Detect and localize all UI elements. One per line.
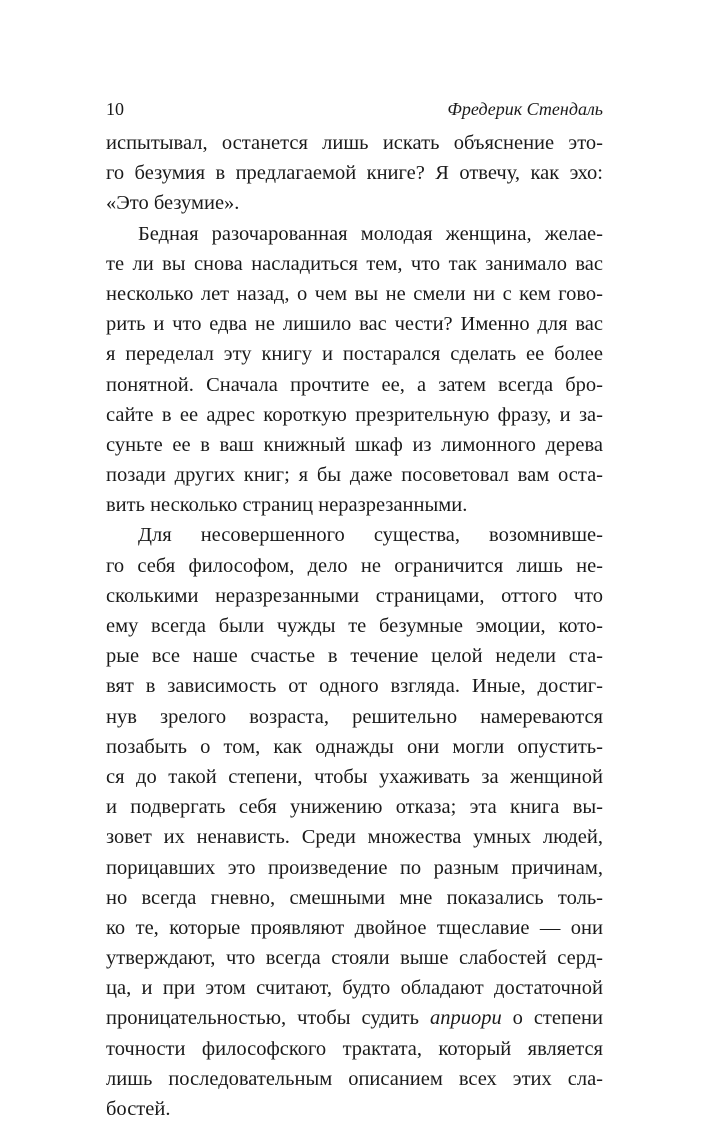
text-segment: точности философского трактата, который является	[106, 1037, 603, 1060]
text-line	[106, 551, 603, 581]
page-number: 10	[106, 99, 124, 119]
text-line	[106, 279, 603, 309]
text-segment: понятной. Сначала прочтите ее, а затем всегда бро-	[106, 373, 603, 396]
text-segment: Для несовершенного существа, возомнивше-	[138, 524, 603, 547]
text-line	[106, 188, 603, 218]
text-segment: рые все наше счастье в течение целой недели ста-	[106, 645, 603, 668]
text-line	[106, 762, 603, 792]
text-segment: бостей.	[106, 1098, 171, 1120]
text-line	[106, 158, 603, 188]
text-line	[106, 671, 603, 701]
text-segment: ся до такой степени, чтобы ухаживать за женщиной	[106, 765, 603, 788]
text-segment: я переделал эту книгу и постарался сделать ее более	[106, 343, 603, 366]
text-line	[106, 460, 603, 490]
text-segment: Бедная разочарованная молодая женщина, желае-	[138, 222, 603, 245]
text-segment: го себя философом, дело не ограничится лишь не-	[106, 554, 603, 577]
text-line	[106, 490, 603, 520]
text-segment: но всегда гневно, смешными мне показались толь-	[106, 886, 603, 909]
text-line	[106, 309, 603, 339]
body-text	[106, 128, 603, 1124]
text-segment: ко те, которые проявляют двойное тщеславие — они	[106, 916, 603, 939]
text-line	[106, 792, 603, 822]
text-segment: нув зрелого возраста, решительно намереваются	[106, 705, 603, 728]
text-line	[106, 249, 603, 279]
text-line	[106, 219, 603, 249]
text-segment: вить несколько страниц неразрезанными.	[106, 494, 468, 517]
text-line	[106, 732, 603, 762]
text-segment: утверждают, что всегда стояли выше слабостей серд-	[106, 947, 603, 970]
text-line	[106, 702, 603, 732]
text-line	[106, 883, 603, 913]
text-segment: те ли вы снова насладиться тем, что так занимало вас	[106, 252, 603, 275]
text-segment: о степени	[501, 1007, 603, 1030]
text-line	[106, 581, 603, 611]
text-line	[106, 1034, 603, 1064]
text-segment: ему всегда были чужды те безумные эмоции, кото-	[106, 615, 603, 637]
text-line	[106, 822, 603, 852]
text-line	[106, 1003, 603, 1033]
text-line	[106, 973, 603, 1003]
text-segment: го безумия в предлагаемой книге? Я отвечу, как эхо:	[106, 162, 603, 185]
text-segment: позади других книг; я бы даже посоветовал вам оста-	[106, 464, 603, 487]
text-line	[106, 400, 603, 430]
text-segment: испытывал, останется лишь искать объяснение это-	[106, 132, 603, 154]
text-line	[106, 430, 603, 460]
text-segment: порицавших это произведение по разным причинам,	[106, 856, 603, 879]
text-line	[106, 913, 603, 943]
text-segment: позабыть о том, как однажды они могли опустить-	[106, 735, 603, 758]
text-line	[106, 1094, 603, 1124]
text-segment: несколько лет назад, о чем вы не смели ни с кем гово-	[106, 282, 603, 305]
text-line	[106, 853, 603, 883]
text-segment: ца, и при этом считают, будто обладают достаточной	[106, 977, 603, 1000]
text-line	[106, 339, 603, 369]
text-line	[106, 641, 603, 671]
text-segment: зовет их ненависть. Среди множества умных людей,	[106, 826, 603, 849]
text-segment: «Это безумие».	[106, 192, 240, 215]
text-line	[106, 128, 603, 158]
running-title: Фредерик Стендаль	[447, 99, 603, 119]
text-line	[106, 611, 603, 641]
text-segment: сколькими неразрезанными страницами, оттого что	[106, 584, 603, 607]
text-line	[106, 520, 603, 550]
text-segment: вят в зависимость от одного взгляда. Иные, достиг-	[106, 675, 603, 698]
text-line	[106, 943, 603, 973]
text-line	[106, 1064, 603, 1094]
italic-term: априори	[429, 1007, 502, 1030]
text-segment: рить и что едва не лишило вас чести? Именно для вас	[106, 313, 603, 336]
text-line	[106, 370, 603, 400]
text-segment: сайте в ее адрес короткую презрительную фразу, и за-	[106, 403, 603, 426]
text-segment: лишь последовательным описанием всех этих сла-	[106, 1067, 603, 1090]
text-segment: проницательностью, чтобы судить	[106, 1007, 430, 1030]
running-header	[106, 96, 603, 122]
text-segment: и подвергать себя унижению отказа; эта книга вы-	[106, 796, 603, 819]
text-segment: суньте ее в ваш книжный шкаф из лимонного дерева	[106, 433, 603, 456]
